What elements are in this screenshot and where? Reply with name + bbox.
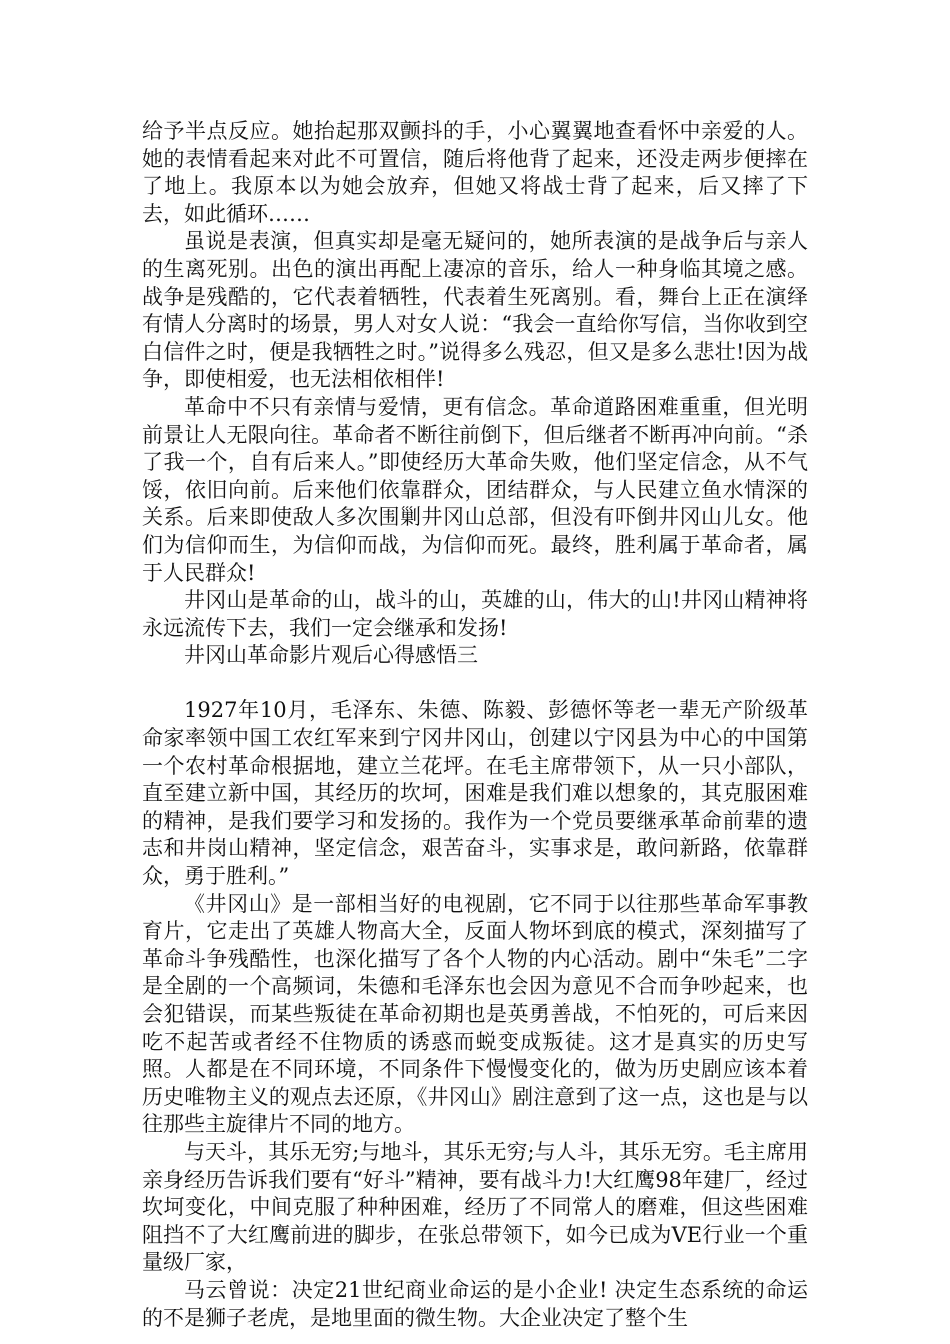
paragraph-jack-ma: 马云曾说：决定21世纪商业命运的是小企业! 决定生态系统的命运的不是狮子老虎，是地里面的微生物。大企业决定了整个生 [142,1277,808,1330]
paragraph-continued: 给予半点反应。她抬起那双颤抖的手，小心翼翼地查看怀中亲爱的人。她的表情看起来对此不可置信，随后将他背了起来，还没走两步便摔在了地上。我原本以为她会放弃，但她又将战士背了起来，后又摔了下去，如此循环…… [142,119,808,226]
paragraph-tv-drama: 《井冈山》是一部相当好的电视剧，它不同于以往那些革命军事教育片，它走出了英雄人物高大全，反面人物坏到底的模式，深刻描写了革命斗争残酷性，也深化描写了各个人物的内心活动。剧中“朱毛”二字是全剧的一个高频词，朱德和毛泽东也会因为意见不合而争吵起来，也会犯错误，而某些叛徒在革命初期也是英勇善战，不怕死的，可后来因吃不起苦或者经不住物质的诱惑而蜕变成叛徒。这才是真实的历史写照。人都是在不同环境，不同条件下慢慢变化的，做为历史剧应该本着历史唯物主义的观点去还原，《井冈山》剧注意到了这一点，这也是与以往那些主旋律片不同的地方。 [142,891,808,1137]
paragraph-struggle: 与天斗，其乐无穷;与地斗，其乐无穷;与人斗，其乐无穷。毛主席用亲身经历告诉我们要有“好斗”精神，要有战斗力!大红鹰98年建厂，经过坎坷变化，中间克服了种种困难，经历了不同常人的磨难，但这些困难阻挡不了大红鹰前进的脚步，在张总带领下，如今已成为VE行业一个重量级厂家， [142,1139,808,1275]
paragraph-jinggangshan-spirit: 井冈山是革命的山，战斗的山，英雄的山，伟大的山!井冈山精神将永远流传下去，我们一定会继承和发扬! [142,588,808,640]
paragraph-history: 1927年10月，毛泽东、朱德、陈毅、彭德怀等老一辈无产阶级革命家率领中国工农红军来到宁冈井冈山，创建以宁冈县为中心的中国第一个农村革命根据地，建立兰花坪。在毛主席带领下，从一只小部队，直至建立新中国，其经历的坎坷，困难是我们难以想象的，其克服困难的精神，是我们要学习和发扬的。我作为一个党员要继承革命前辈的遗志和井岗山精神，坚定信念，艰苦奋斗，实事求是，敢问新路，依靠群众，勇于胜利。” [142,698,808,889]
document-page [142,118,808,1332]
section-heading: 井冈山革命影片观后心得感悟三 [184,643,478,668]
paragraph-belief: 革命中不只有亲情与爱情，更有信念。革命道路困难重重，但光明前景让人无限向往。革命者不断往前倒下，但后继者不断再冲向前。“杀了我一个，自有后来人。”即使经历大革命失败，他们坚定信念，从不气馁，依旧向前。后来他们依靠群众，团结群众，与人民建立鱼水情深的关系。后来即使敌人多次围剿井冈山总部，但没有吓倒井冈山儿女。他们为信仰而生，为信仰而战，为信仰而死。最终，胜利属于革命者，属于人民群众! [142,394,808,585]
paragraph-performance: 虽说是表演，但真实却是毫无疑问的，她所表演的是战争后与亲人的生离死别。出色的演出再配上凄凉的音乐，给人一种身临其境之感。战争是残酷的，它代表着牺牲，代表着生死离别。看，舞台上正在演绎有情人分离时的场景，男人对女人说：“我会一直给你写信，当你收到空白信件之时，便是我牺牲之时。”说得多么残忍，但又是多么悲壮!因为战争，即使相爱，也无法相依相伴! [142,229,808,392]
